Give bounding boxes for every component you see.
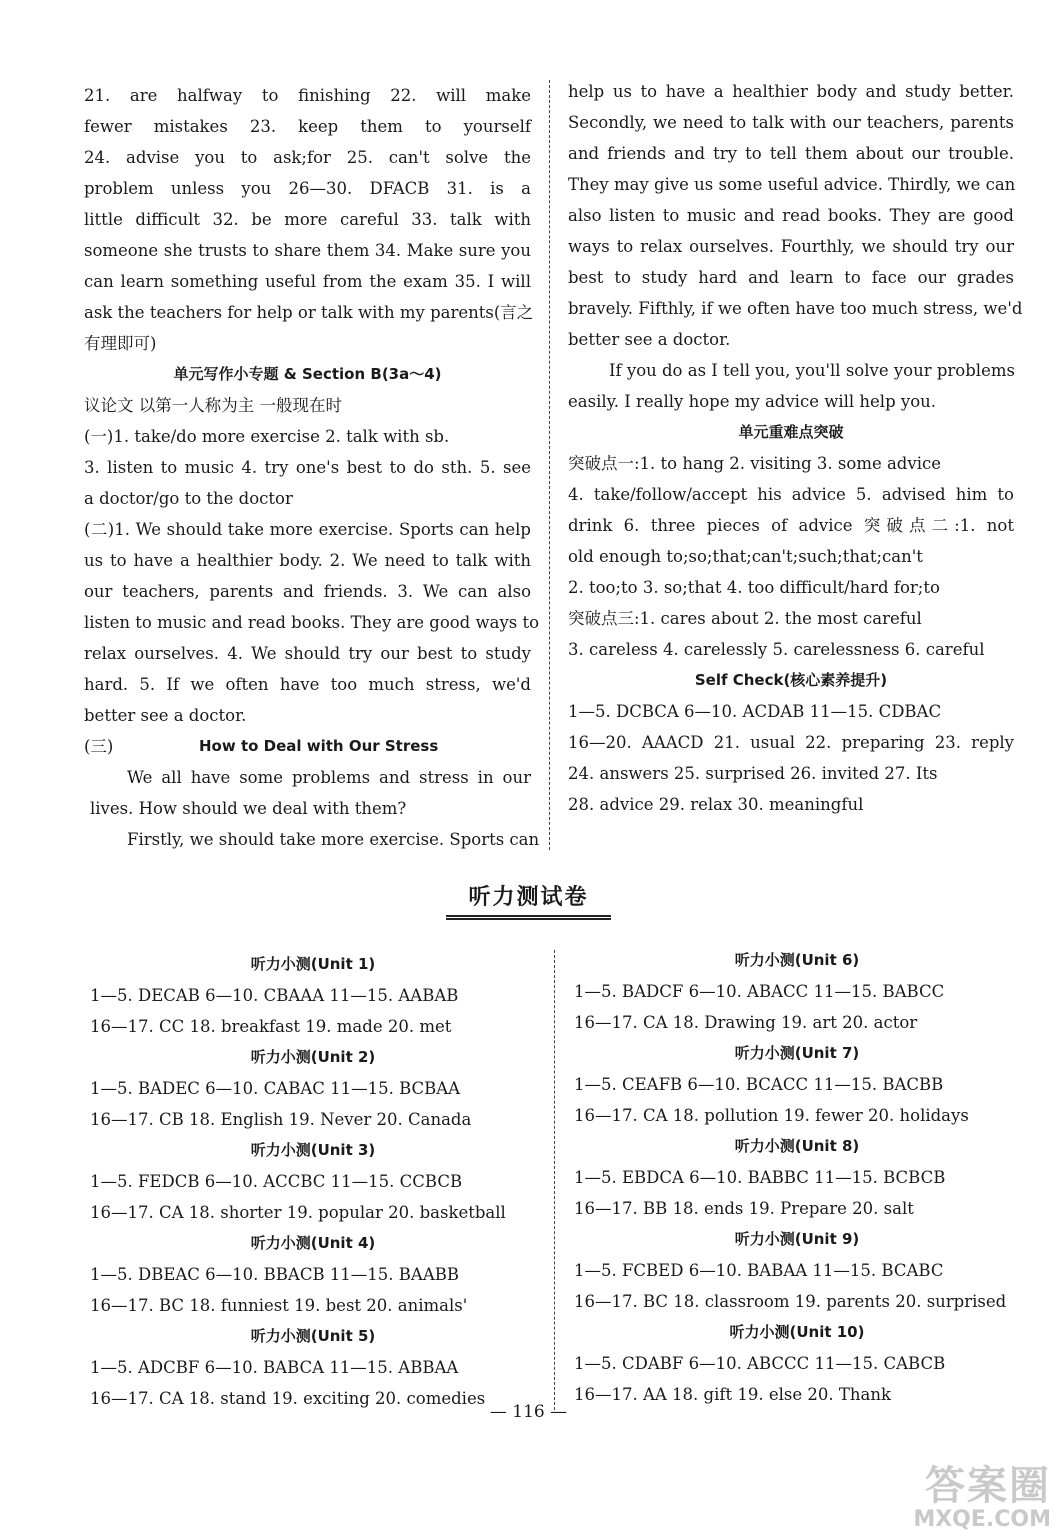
text-line: If you do as I tell you, you'll solve your problems xyxy=(609,361,1015,380)
text-line: ask the teachers for help or talk with my parents(言之 xyxy=(84,303,534,322)
text-line: 28. advice 29. relax 30. meaningful xyxy=(568,795,864,814)
text-line: best to study hard and learn to face our grades xyxy=(568,268,1014,287)
text-line: Secondly, we need to talk with our teachers, parents xyxy=(568,113,1014,132)
text-line: lives. How should we deal with them? xyxy=(90,799,407,818)
text-line: and friends and try to tell them about our trouble. xyxy=(568,144,1014,163)
text-line: little difficult 32. be more careful 33. talk with xyxy=(84,210,531,229)
column-divider-bottom xyxy=(554,950,555,1410)
unit-heading: 听力小测(Unit 4) xyxy=(250,1234,376,1252)
text-line: 16—17. CA 18. pollution 19. fewer 20. holidays xyxy=(574,1106,969,1125)
listening-right-column xyxy=(574,945,1020,1410)
essay-title-line xyxy=(84,731,531,762)
text-line: 16—17. BC 18. classroom 19. parents 20. surprised xyxy=(574,1292,1007,1311)
unit-heading: 听力小测(Unit 8) xyxy=(734,1137,860,1155)
text-line: us to have a healthier body. 2. We need to talk with xyxy=(84,551,531,570)
watermark-logo: 答案圈 xyxy=(925,1463,1051,1509)
text-line: 1—5. DCBCA 6—10. ACDAB 11—15. CDBAC xyxy=(568,702,942,721)
column-divider-top xyxy=(549,80,550,850)
text-line: relax ourselves. 4. We should try our best to study xyxy=(84,644,531,663)
essay-left xyxy=(84,762,540,855)
breakthrough-answers xyxy=(568,448,1014,665)
text-line: 24. answers 25. surprised 26. invited 27. Its xyxy=(568,764,938,783)
essay-continued xyxy=(568,76,1023,417)
text-line: 16—17. CC 18. breakfast 19. made 20. met xyxy=(90,1017,452,1036)
text-line: better see a doctor. xyxy=(568,330,731,349)
text-line: They may give us some useful advice. Thirdly, we can xyxy=(568,175,1016,194)
watermark xyxy=(913,1464,1051,1532)
text-line: a doctor/go to the doctor xyxy=(84,489,293,508)
text-line: problem unless you 26—30. DFACB 31. is a xyxy=(84,179,531,198)
upper-left-column xyxy=(84,80,540,855)
text-line: ways to relax ourselves. Fourthly, we should try our xyxy=(568,237,1014,256)
answers-21-35 xyxy=(84,80,534,359)
unit-heading: 听力小测(Unit 6) xyxy=(734,951,860,969)
text-line: help us to have a healthier body and study better. xyxy=(568,82,1014,101)
text-line: drink 6. three pieces of advice 突破点二:1. not xyxy=(568,516,1014,535)
text-line: better see a doctor. xyxy=(84,706,247,725)
unit-heading: 听力小测(Unit 2) xyxy=(250,1048,376,1066)
text-line: someone she trusts to share them 34. Make sure you xyxy=(84,241,531,260)
text-line: (一)1. take/do more exercise 2. talk with sb. xyxy=(84,427,450,446)
text-line: 有理即可) xyxy=(84,334,157,353)
listening-left-column xyxy=(90,949,536,1414)
writing-heading: 单元写作小专题 & Section B(3a～4) xyxy=(173,365,442,383)
text-line: 突破点三:1. cares about 2. the most careful xyxy=(568,609,922,628)
text-line: 1—5. BADEC 6—10. CABAC 11—15. BCBAA xyxy=(90,1079,461,1098)
unit-heading: 听力小测(Unit 3) xyxy=(250,1141,376,1159)
text-line: 1—5. BADCF 6—10. ABACC 11—15. BABCC xyxy=(574,982,945,1001)
text-line: also listen to music and read books. They are good xyxy=(568,206,1014,225)
text-line: 3. careless 4. carelessly 5. carelessness 6. careful xyxy=(568,640,985,659)
text-line: 1—5. DBEAC 6—10. BBACB 11—15. BAABB xyxy=(90,1265,460,1284)
breakthrough-heading: 单元重难点突破 xyxy=(738,423,844,441)
writing-part-2 xyxy=(84,514,540,731)
part-3-label: (三) xyxy=(84,737,114,756)
text-line: hard. 5. If we often have too much stress, we'd xyxy=(84,675,531,694)
self-check-answers xyxy=(568,696,1014,820)
text-line: can learn something useful from the exam 35. I will xyxy=(84,272,531,291)
text-line: old enough to;so;that;can't;such;that;can't xyxy=(568,547,923,566)
text-line: 21. are halfway to finishing 22. will make xyxy=(84,86,531,105)
text-line: 1—5. EBDCA 6—10. BABBC 11—15. BCBCB xyxy=(574,1168,946,1187)
text-line: 16—20. AAACD 21. usual 22. preparing 23. reply xyxy=(568,733,1014,752)
writing-style-line: 议论文 以第一人称为主 一般现在时 xyxy=(84,396,342,415)
text-line: 1—5. FCBED 6—10. BABAA 11—15. BCABC xyxy=(574,1261,944,1280)
writing-part-1 xyxy=(84,421,531,514)
text-line: 1—5. FEDCB 6—10. ACCBC 11—15. CCBCB xyxy=(90,1172,463,1191)
text-line: bravely. Fifthly, if we often have too much stress, we'd xyxy=(568,299,1023,318)
unit-heading: 听力小测(Unit 5) xyxy=(250,1327,376,1345)
self-check-heading: Self Check(核心素养提升) xyxy=(694,671,888,689)
text-line: (二)1. We should take more exercise. Sports can help xyxy=(84,520,531,539)
text-line: 16—17. CA 18. shorter 19. popular 20. basketball xyxy=(90,1203,506,1222)
text-line: fewer mistakes 23. keep them to yourself xyxy=(84,117,531,136)
text-line: 1—5. CDABF 6—10. ABCCC 11—15. CABCB xyxy=(574,1354,946,1373)
text-line: 3. listen to music 4. try one's best to do sth. 5. see xyxy=(84,458,531,477)
text-line: We all have some problems and stress in our xyxy=(127,768,531,787)
text-line: 16—17. CA 18. Drawing 19. art 20. actor xyxy=(574,1013,918,1032)
upper-right-column xyxy=(568,76,1023,820)
page-number: — 116 — xyxy=(489,1402,568,1422)
text-line: 16—17. BB 18. ends 19. Prepare 20. salt xyxy=(574,1199,914,1218)
text-line: 24. advise you to ask;for 25. can't solve the xyxy=(84,148,531,167)
text-line: 16—17. CB 18. English 19. Never 20. Canada xyxy=(90,1110,472,1129)
text-line: 1—5. CEAFB 6—10. BCACC 11—15. BACBB xyxy=(574,1075,944,1094)
watermark-site: MXQE.COM xyxy=(913,1507,1051,1532)
listening-test-banner xyxy=(0,878,1057,920)
text-line: our teachers, parents and friends. 3. We can also xyxy=(84,582,531,601)
text-line: 16—17. AA 18. gift 19. else 20. Thank xyxy=(574,1385,891,1404)
text-line: listen to music and read books. They are good ways to xyxy=(84,613,540,632)
text-line: 16—17. BC 18. funniest 19. best 20. animals' xyxy=(90,1296,468,1315)
text-line: 2. too;to 3. so;that 4. too difficult/hard for;to xyxy=(568,578,940,597)
text-line: 突破点一:1. to hang 2. visiting 3. some advice xyxy=(568,454,941,473)
listening-test-title: 听力测试卷 xyxy=(446,878,610,920)
text-line: easily. I really hope my advice will help you. xyxy=(568,392,937,411)
text-line: 16—17. CA 18. stand 19. exciting 20. comedies xyxy=(90,1389,486,1408)
text-line: 4. take/follow/accept his advice 5. advised him to xyxy=(568,485,1014,504)
unit-heading: 听力小测(Unit 7) xyxy=(734,1044,860,1062)
unit-heading: 听力小测(Unit 10) xyxy=(729,1323,865,1341)
unit-heading: 听力小测(Unit 9) xyxy=(734,1230,860,1248)
unit-heading: 听力小测(Unit 1) xyxy=(250,955,376,973)
text-line: 1—5. DECAB 6—10. CBAAA 11—15. AABAB xyxy=(90,986,459,1005)
text-line: Firstly, we should take more exercise. Sports can xyxy=(127,830,540,849)
text-line: 1—5. ADCBF 6—10. BABCA 11—15. ABBAA xyxy=(90,1358,459,1377)
essay-title: How to Deal with Our Stress xyxy=(199,737,439,755)
